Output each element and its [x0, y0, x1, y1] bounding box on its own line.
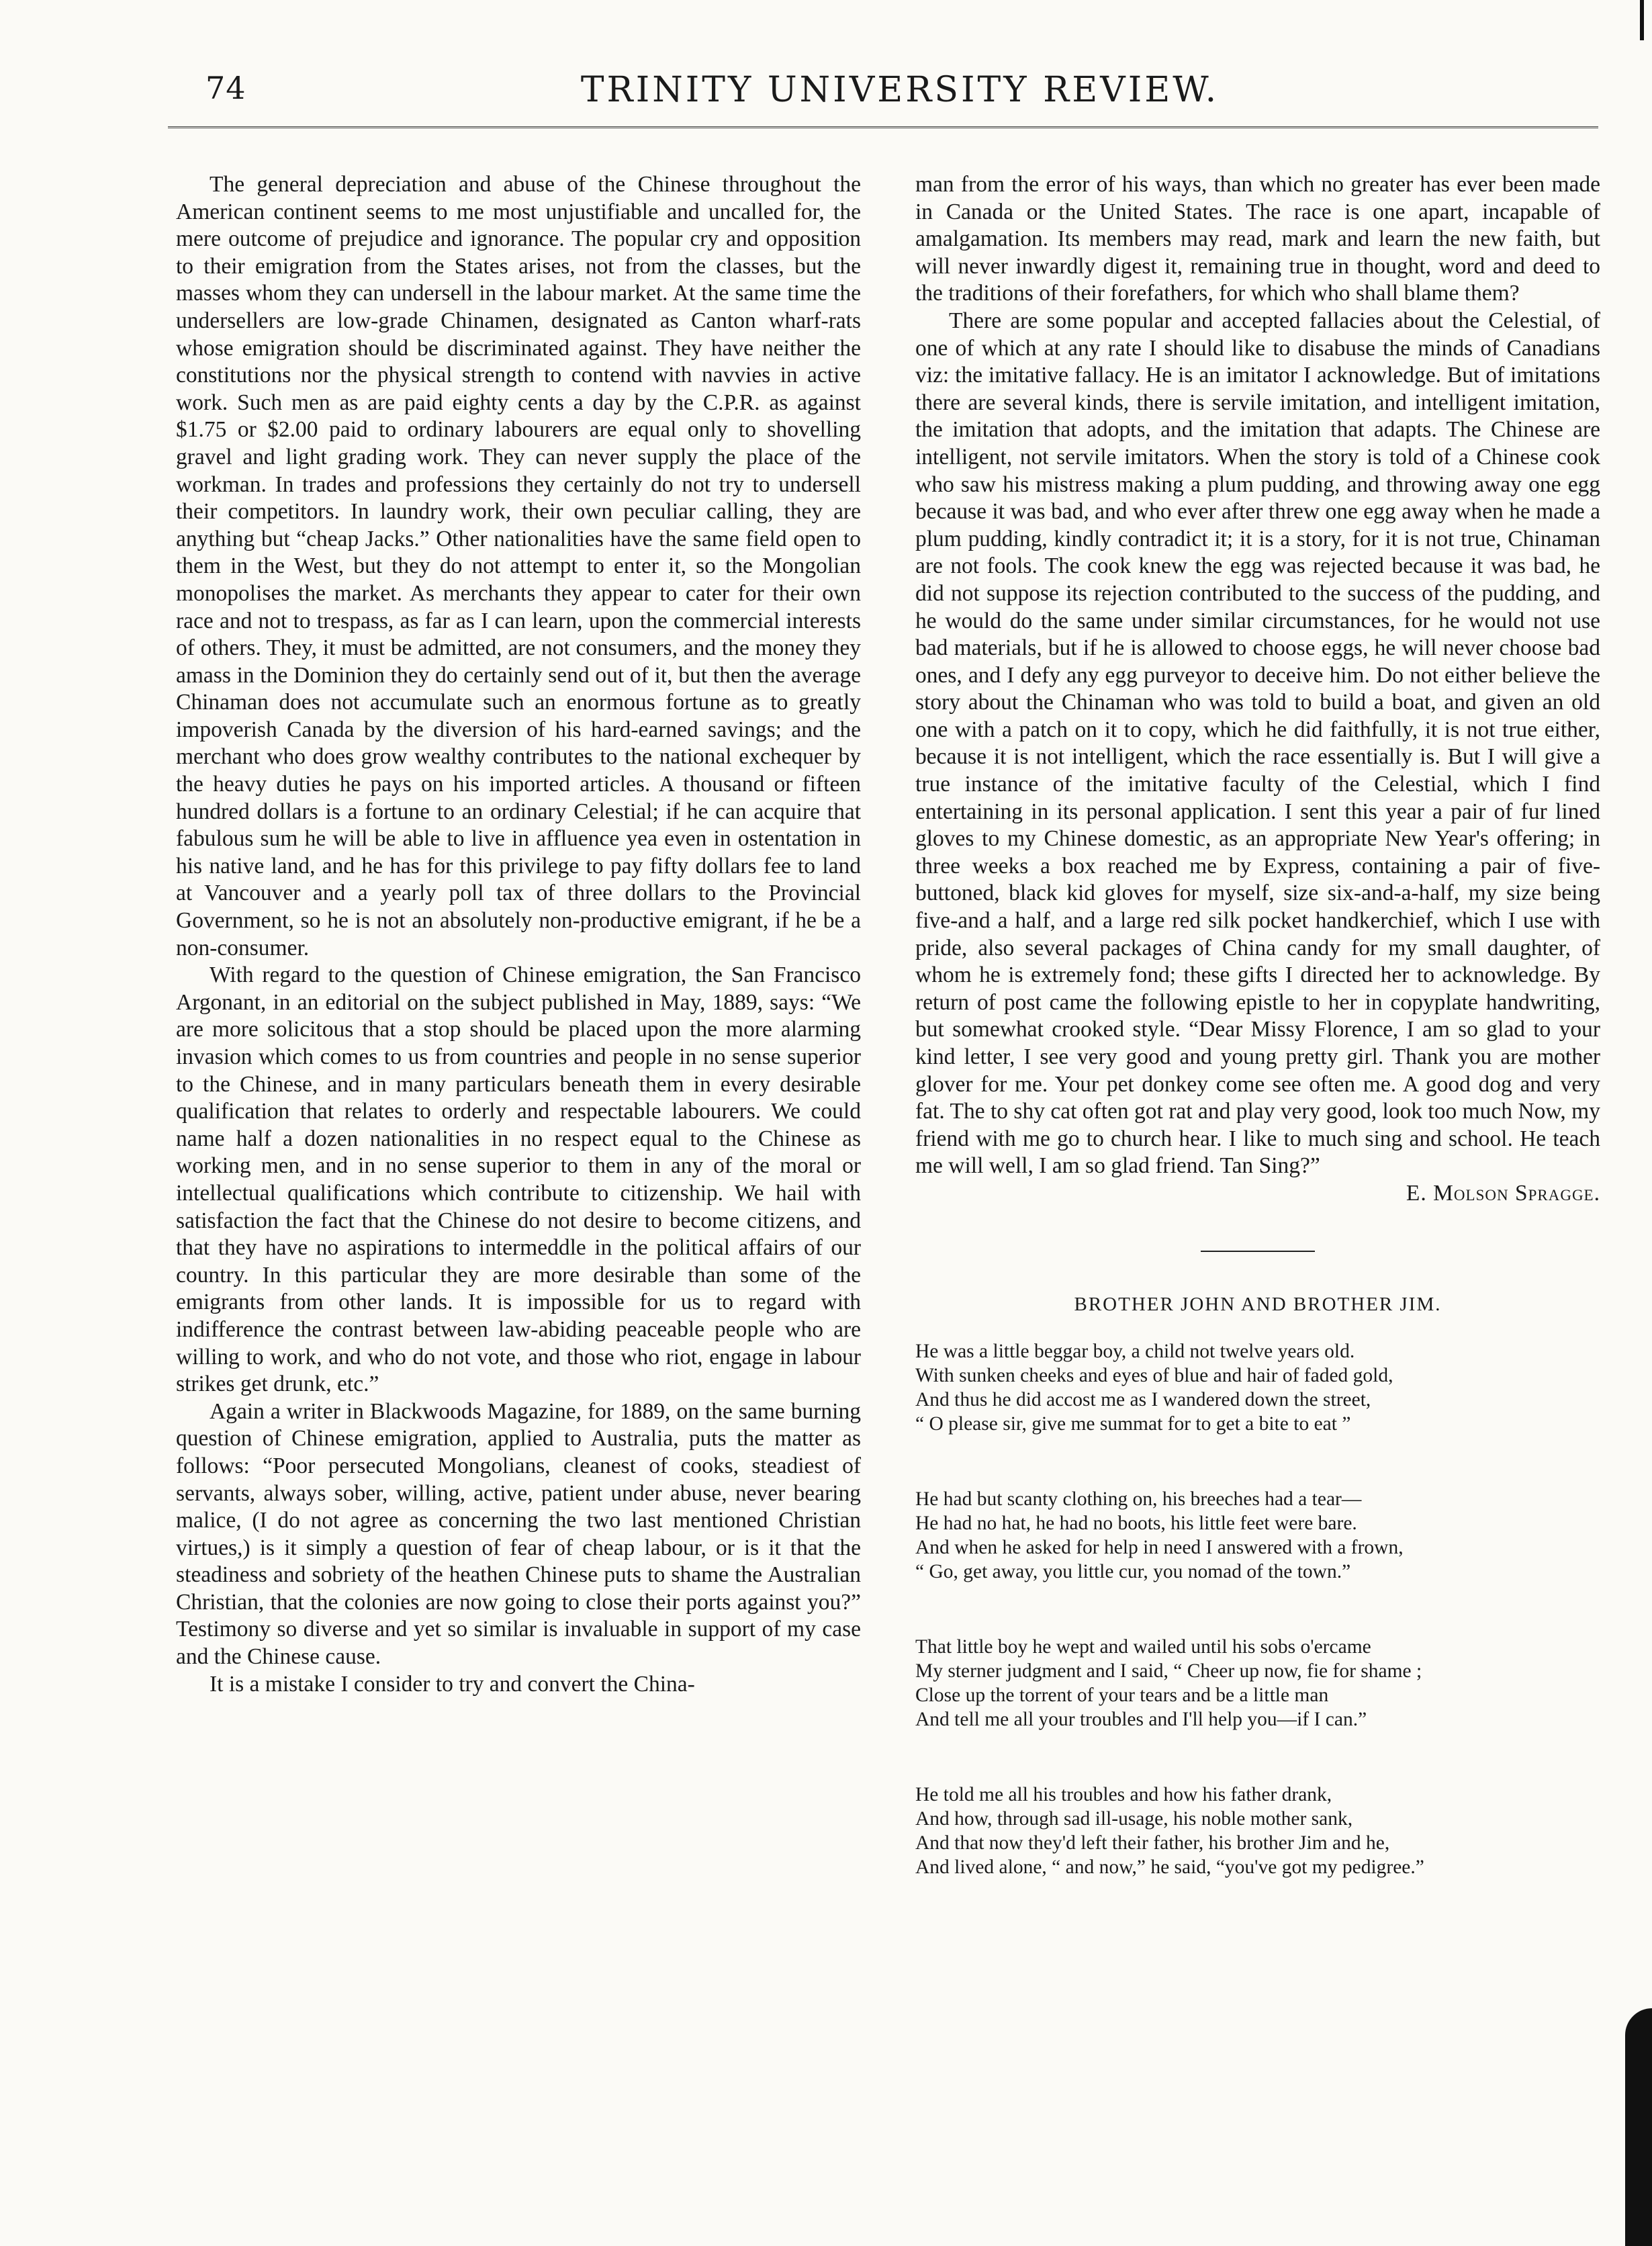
poem-line: My sterner judgment and I said, “ Cheer up now, fie for shame ; — [915, 1660, 1422, 1682]
poem-title: BROTHER JOHN AND BROTHER JIM. — [1074, 1293, 1442, 1315]
poem-line: And when he asked for help in need I answered with a frown, — [915, 1537, 1404, 1559]
scan-edge-mark — [1625, 2008, 1652, 2246]
poem-line: He was a little beggar boy, a child not twelve years old. — [915, 1341, 1355, 1363]
poem-stanza — [915, 1339, 1600, 1436]
poem-line: That little boy he wept and wailed until his sobs o'ercame — [915, 1636, 1371, 1658]
poem-stanza — [915, 1635, 1600, 1732]
poem-line: Close up the torrent of your tears and be a little man — [915, 1684, 1329, 1707]
poem-line: And thus he did accost me as I wandered down the street, — [915, 1389, 1371, 1411]
poem-stanza — [915, 1487, 1600, 1584]
poem-line: And how, through sad ill-usage, his noble mother sank, — [915, 1808, 1353, 1830]
paragraph: Again a writer in Blackwoods Magazine, for 1889, on the same burning question of Chinese emigration, applied to Australia, puts the matter as follows: “Poor persecuted Mongolians, cleanest of cooks, steadiest of servants, always sober, willing, active, patient under abuse, never bearing malice, (I do not agree as concerning the two last mentioned Christian virtues,) is it simply a question of fear of cheap labour, or is it that the steadiness and sobriety of the heathen Chinese puts to shame the Australian Christian, that the colonies are now going to close their ports against you?” Testimony so diverse and yet so similar is invaluable in support of my case and the Chinese cause. — [176, 1398, 861, 1670]
header-rule — [168, 126, 1598, 128]
poem-line: And that now they'd left their father, his brother Jim and he, — [915, 1832, 1390, 1854]
running-title: TRINITY UNIVERSITY REVIEW. — [580, 70, 1220, 110]
paragraph: man from the error of his ways, than which no greater has ever been made in Canada or the United States. The race is one apart, incapable of amalgamation. Its members may read, mark and learn the new faith, but will never inwardly digest it, remaining true in thought, word and deed to the traditions of their forefathers, for which who shall blame them? — [915, 172, 1600, 306]
paragraph: The general depreciation and abuse of the Chinese throughout the American continent seems to me most unjustifiable and uncalled for, the mere outcome of prejudice and ignorance. The popular cry and opposition to their emigration from the States arises, not from the classes, but the masses whom they can undersell in the labour market. At the same time the undersellers are low-grade Chinamen, designated as Canton wharf-rats whose emigration should be discriminated against. They have neither the constitutions nor the physical strength to contend with navvies in active work. Such men as are paid eighty cents a day by the C.P.R. as against $1.75 or $2.00 paid to ordinary labourers are equal only to shovelling gravel and light grading work. They can never supply the place of the workman. In trades and professions they certainly do not try to undersell their competitors. In laundry work, their own peculiar calling, they are anything but “cheap Jacks.” Other nationalities have the same field open to them in the West, but they do not attempt to enter it, so the Mongolian monopolises the market. As merchants they appear to cater for their own race and not to trespass, as far as I can learn, upon the commercial interests of others. They, it must be admitted, are not consumers, and the money they amass in the Dominion they do certainly send out of it, but then the average Chinaman does not accumulate such an enormous fortune as to greatly impoverish Canada by the diversion of his hard-earned savings; and the merchant who does grow wealthy contributes to the national exchequer by the heavy duties he pays on his imported articles. A thousand or fifteen hundred dollars is a fortune to an ordinary Celestial; if he can acquire that fabulous sum he will be able to live in affluence yea even in ostentation in his native land, and he has for this privilege to pay fifty dollars fee to land at Vancouver and a yearly poll tax of three dollars to the Provincial Government, so he is not an absolutely non-productive emigrant, if he be a non-consumer. — [176, 172, 861, 960]
poem-line: And tell me all your troubles and I'll help you—if I can.” — [915, 1709, 1367, 1731]
poem-line: “ Go, get away, you little cur, you nomad of the town.” — [915, 1561, 1351, 1583]
scan-edge-mark — [1640, 0, 1644, 40]
poem-line: He had but scanty clothing on, his breeches had a tear— — [915, 1488, 1362, 1511]
poem-line: With sunken cheeks and eyes of blue and hair of faded gold, — [915, 1365, 1393, 1387]
right-column — [915, 171, 1600, 1930]
left-column — [176, 171, 861, 1698]
poem-line: He told me all his troubles and how his father drank, — [915, 1784, 1332, 1806]
poem-line: He had no hat, he had no boots, his little feet were bare. — [915, 1513, 1357, 1535]
paragraph: There are some popular and accepted fallacies about the Celestial, of one of which at any rate I should like to disabuse the minds of Canadians viz: the imitative fallacy. He is an imitator I acknowledge. But of imitations there are several kinds, there is servile imitation, and intelligent imitation, the imitation that adopts, and the imitation that adapts. The Chinese are intelligent, not servile imitators. When the story is told of a Chinese cook who saw his mistress making a plum pudding, and throwing away one egg because it was bad, and who ever after threw one egg away when he made a plum pudding, kindly contradict it; it is a story, for it is not true, Chinaman are not fools. The cook knew the egg was rejected because it was bad, he did not suppose its rejection contributed to the success of the pudding, and he would do the same under similar circumstances, for he would not use bad materials, but if he is allowed to choose eggs, he will never choose bad ones, and I defy any egg purveyor to deceive him. Do not either believe the story about the Chinaman who was told to build a boat, and given an old one with a patch on it to copy, which he did faithfully, it is not true either, because it is not intelligent, which the race essentially is. But I will give a true instance of the imitative faculty of the Celestial, which I find entertaining in its personal application. I sent this year a pair of fur lined gloves to my Chinese domestic, as an appropriate New Year's offering; in three weeks a box reached me by Express, containing a pair of five-buttoned, black kid gloves for myself, size six-and-a-half, my size being five-and a half, and a large red silk pocket handkerchief, which I use with pride, also several packages of China candy for my small daughter, of whom he is extremely fond; these gifts I directed her to acknowledge. By return of post came the following epistle to her in copyplate handwriting, but somewhat crooked style. “Dear Missy Florence, I am so glad to your kind letter, I see very good and young pretty girl. Thank you are mother glover for me. Your pet donkey come see often me. A good dog and very fat. The to shy cat often got rat and play very good, look too much Now, my friend with me go to church hear. I like to much sing and school. He teach me will well, I am so glad friend. Tan Sing?” — [915, 308, 1600, 1179]
paragraph: With regard to the question of Chinese emigration, the San Francisco Argonant, in an editorial on the subject published in May, 1889, says: “We are more solicitous that a stop should be placed upon the more alarming invasion which comes to us from countries and people in no sense superior to the Chinese, and in many particulars beneath them in every desirable qualification that relates to orderly and respectable labourers. We could name half a dozen nationalities in no respect equal to the Chinese as working men, and in no sense superior to them in any of the moral or intellectual qualifications which contribute to citizenship. We hail with satisfaction the fact that the Chinese do not desire to become citizens, and that they have no aspirations to intermeddle in the political affairs of our country. In this particular they are more desirable than some of the emigrants from other lands. It is impossible for us to regard with indifference the contrast between law-abiding peaceable people who are willing to work, and who do not vote, and those who riot, engage in labour strikes get drunk, etc.” — [176, 962, 861, 1397]
poem-line: “ O please sir, give me summat for to get a bite to eat ” — [915, 1413, 1351, 1435]
author-signature: E. Molson Spragge. — [1406, 1180, 1600, 1206]
poem-stanza — [915, 1783, 1600, 1879]
poem-line: And lived alone, “ and now,” he said, “you've got my pedigree.” — [915, 1856, 1424, 1879]
paragraph: It is a mistake I consider to try and convert the China- — [210, 1671, 695, 1697]
page-number: 74 — [205, 70, 246, 106]
section-divider — [1201, 1251, 1315, 1252]
